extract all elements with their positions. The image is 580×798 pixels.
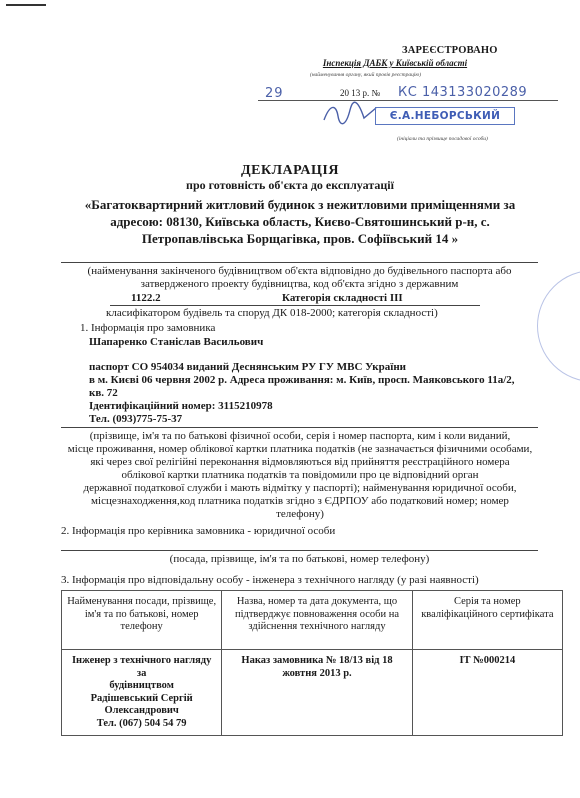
table-cell-engineer <box>62 650 222 736</box>
table-header-certificate: Серія та номер кваліфікаційного сертифіката <box>412 591 562 650</box>
classifier-caption: класифікатором будівель та споруд ДК 018-2000; категорія складності) <box>106 307 438 319</box>
customer-name: Шапаренко Станіслав Васильович <box>89 336 264 348</box>
object-caption: (найменування закінченого будівництвом об'єкта відповідно до будівельного паспорта або затвердженого проекту будівництва, код об'єкта згідно з державним <box>87 265 512 290</box>
customer-heading: 1. Інформація про замовника <box>80 322 216 334</box>
official-name-stamp: Є.А.НЕБОРСЬКИЙ <box>375 107 515 125</box>
section2-caption: (посада, прізвище, ім'я та по батькові, номер телефону) <box>169 553 430 565</box>
declaration-title: ДЕКЛАРАЦІЯ <box>241 163 339 178</box>
inspection-caption: (найменування органу, який провів реєстрацію) <box>310 72 422 78</box>
registration-year: 20 13 р. № <box>340 88 381 98</box>
table-row <box>62 650 563 736</box>
table-header-document: Назва, номер та дата документа, що підтверджує повноваження особи на здійснення технічного нагляду <box>222 591 412 650</box>
section2-underline <box>61 550 538 551</box>
section3-heading: 3. Інформація про відповідальну особу - інженера з технічного нагляду (у разі наявності) <box>61 574 479 586</box>
class-underline <box>110 305 480 306</box>
object-name: «Багатоквартирний житловий будинок з нежитловими приміщеннями за адресою: 08130, Київська область, Києво-Святошинський р-н, с. Петропавлівська Борщагівка, пров. Софіївський 14 » <box>84 197 516 246</box>
customer-underline <box>61 427 538 428</box>
section2-heading: 2. Інформація про керівника замовника - юридичної особи <box>61 525 336 537</box>
customer-caption: (прізвище, ім'я та по батькові фізичної особи, серія і номер паспорта, ким і коли виданий, <box>89 430 511 442</box>
signature-caption: (ініціали та прізвище посадової особи) <box>397 136 488 142</box>
customer-passport-line: в м. Києві 06 червня 2002 р. Адреса проживання: м. Київ, просп. Маяковського 11а/2, <box>89 374 515 386</box>
inspection-name: Інспекція ДАБК у Київській області <box>322 58 468 68</box>
customer-caption: державної податкової служби і мають відмітку у паспорті); найменування юридичної особи, <box>83 482 517 494</box>
table-cell-certificate: ІТ №000214 <box>412 650 562 736</box>
registration-underline <box>258 100 558 101</box>
table-header-position: Найменування посади, прізвище, ім'я та по батькові, номер телефону <box>62 591 222 650</box>
declaration-subtitle: про готовність об'єкта до експлуатації <box>186 178 394 192</box>
customer-id-number: Ідентифікаційний номер: 3115210978 <box>89 400 273 412</box>
customer-caption: телефону) <box>276 508 324 520</box>
customer-caption: місце проживання, номер облікової картки платника податків (не зазначається фізичними особами, <box>67 443 533 455</box>
supervision-table <box>61 590 563 736</box>
customer-caption: які через свої релігійні переконання відмовляються від прийняття реєстраційного номера <box>90 456 510 468</box>
cell-line: Наказ замовника № 18/13 від 18 <box>241 655 393 666</box>
cell-line: жовтня 2013 р. <box>282 667 352 679</box>
complexity-category: Категорія складності ІІІ <box>282 292 403 304</box>
cell-line: Олександрович <box>104 705 179 716</box>
registration-number: КС 143133020289 <box>398 85 528 100</box>
registration-day: 29 <box>265 86 284 101</box>
cell-line: Тел. (067) 504 54 79 <box>96 717 187 729</box>
partial-stamp-circle <box>537 270 580 382</box>
customer-phone: Тел. (093)775-75-37 <box>89 413 183 425</box>
customer-caption: облікової картки платника податків та повідомили про це відповідний орган <box>121 469 479 481</box>
handwritten-signature <box>320 100 380 128</box>
customer-passport-line: кв. 72 <box>89 387 118 399</box>
cell-line: Інженер з технічного нагляду за <box>71 655 212 679</box>
cell-line: будівництвом <box>109 680 174 691</box>
table-cell-order <box>222 650 412 736</box>
registered-label: ЗАРЕЄСТРОВАНО <box>402 45 498 56</box>
cell-line: Радішевський Сергій <box>90 692 193 704</box>
class-code: 1122.2 <box>131 292 161 304</box>
object-underline <box>61 262 538 263</box>
customer-caption: місцезнаходження,код платника податків згідно з ЄДРПОУ або податковий номер; номер <box>91 495 509 507</box>
scan-mark <box>6 4 46 6</box>
table-header-row <box>62 591 563 650</box>
customer-passport-line: паспорт СО 954034 виданий Деснянським РУ ГУ МВС України <box>89 361 406 373</box>
